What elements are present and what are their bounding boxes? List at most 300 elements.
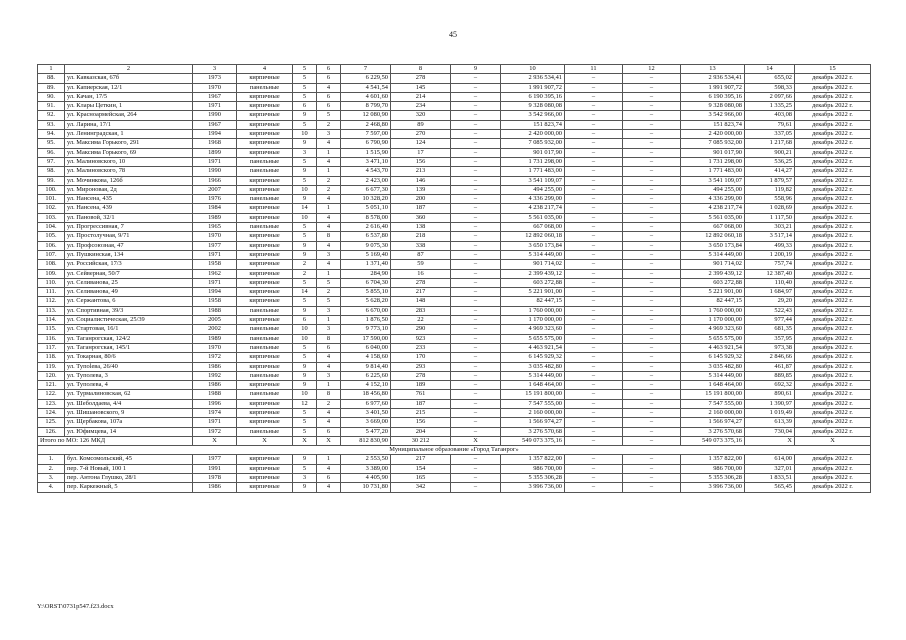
table-cell: X (451, 436, 501, 445)
table-cell: – (451, 102, 501, 111)
table-cell: кирпичные (237, 120, 293, 129)
table-cell: – (565, 223, 623, 232)
table-cell: – (623, 74, 681, 83)
table-cell: 1991 (193, 464, 237, 473)
table-cell: 3 541 109,07 (681, 176, 745, 185)
table-cell: ул. Профсоюзная, 47 (65, 241, 193, 250)
table-row (38, 120, 871, 129)
table-cell: кирпичные (237, 176, 293, 185)
table-cell: пер. Антона Глушко, 28/1 (65, 474, 193, 483)
table-cell: кирпичные (237, 74, 293, 83)
table-cell: – (565, 455, 623, 464)
table-cell: 92. (38, 111, 65, 120)
table-row (38, 325, 871, 334)
table-cell: 270 (391, 130, 451, 139)
table-cell: 494 255,00 (681, 185, 745, 194)
table-cell: 2 846,66 (745, 353, 795, 362)
table-cell: 1 771 483,00 (501, 167, 565, 176)
table-cell: 1977 (193, 241, 237, 250)
table-cell: 1 731 298,00 (681, 157, 745, 166)
table-cell: 11 (565, 65, 623, 74)
table-cell: панельные (237, 306, 293, 315)
table-cell: 6 790,90 (341, 139, 391, 148)
table-cell: декабрь 2022 г. (795, 464, 871, 473)
table-cell: панельные (237, 334, 293, 343)
table-cell: – (451, 381, 501, 390)
table-cell: кирпичные (237, 139, 293, 148)
table-cell: 9 (293, 111, 317, 120)
table-cell: 3 (293, 148, 317, 157)
table-cell: – (451, 483, 501, 492)
table-cell: 1971 (193, 250, 237, 259)
table-cell: 4 (317, 157, 341, 166)
table-cell: 2 (293, 269, 317, 278)
table-cell: 151 823,74 (501, 120, 565, 129)
table-cell: – (451, 418, 501, 427)
table-cell: X (237, 436, 293, 445)
table-cell: 1988 (193, 306, 237, 315)
table-cell: – (623, 260, 681, 269)
table-cell: ул. Пановой, 32/1 (65, 213, 193, 222)
table-cell: ул. Сержантова, 6 (65, 297, 193, 306)
table-cell: 12 (623, 65, 681, 74)
table-cell: панельные (237, 371, 293, 380)
table-cell: – (623, 120, 681, 129)
table-cell: 4 (317, 213, 341, 222)
table-cell: кирпичные (237, 92, 293, 101)
table-cell: 1 (38, 65, 65, 74)
table-cell: декабрь 2022 г. (795, 343, 871, 352)
table-cell: пер. Каркежный, 5 (65, 483, 193, 492)
table-cell: 494 255,00 (501, 185, 565, 194)
table-cell: кирпичные (237, 269, 293, 278)
table-cell: 79,61 (745, 120, 795, 129)
table-cell: декабрь 2022 г. (795, 176, 871, 185)
table-cell: 1984 (193, 204, 237, 213)
table-cell: 522,43 (745, 306, 795, 315)
table-row (38, 176, 871, 185)
table-cell: – (623, 278, 681, 287)
table-cell: 4 463 921,54 (501, 343, 565, 352)
file-path: Y:\ORST\0731p547.f23.docx (37, 603, 114, 610)
table-cell: 1 335,25 (745, 102, 795, 111)
table-row (38, 260, 871, 269)
table-cell: 2 553,50 (341, 455, 391, 464)
table-cell: 9 (293, 455, 317, 464)
table-cell: 88. (38, 74, 65, 83)
table-cell: 120. (38, 371, 65, 380)
table-cell: 4 463 921,54 (681, 343, 745, 352)
table-cell: 6 040,00 (341, 343, 391, 352)
table-row (38, 334, 871, 343)
table-cell: 327,01 (745, 464, 795, 473)
table-cell: 5 221 901,00 (681, 288, 745, 297)
table-cell: – (451, 167, 501, 176)
table-cell: 1 684,97 (745, 288, 795, 297)
table-cell: 103. (38, 213, 65, 222)
table-row (38, 139, 871, 148)
table-cell: – (623, 474, 681, 483)
table-cell: 4 (237, 65, 293, 74)
table-cell: ул. Щербакова, 107а (65, 418, 193, 427)
table-row (38, 306, 871, 315)
table-cell: 7 547 555,00 (681, 399, 745, 408)
table-cell: 165 (391, 474, 451, 483)
table-cell: декабрь 2022 г. (795, 167, 871, 176)
table-cell: 200 (391, 195, 451, 204)
table-cell: ул. Нансена, 435 (65, 195, 193, 204)
table-cell: 986 700,00 (501, 464, 565, 473)
table-cell: 5 655 575,00 (681, 334, 745, 343)
table-cell: 118. (38, 353, 65, 362)
table-cell: 7 547 555,00 (501, 399, 565, 408)
table-row (38, 316, 871, 325)
table-cell: 342 (391, 483, 451, 492)
table-row (38, 455, 871, 464)
table-cell: 109. (38, 269, 65, 278)
table-cell: ул. Спортивная, 39/3 (65, 306, 193, 315)
table-cell: 4 (317, 408, 341, 417)
table-cell: 145 (391, 83, 451, 92)
table-cell: 290 (391, 325, 451, 334)
table-cell: 9 773,10 (341, 325, 391, 334)
table-cell: 12 892 060,18 (681, 232, 745, 241)
table-cell: – (565, 120, 623, 129)
table-cell: – (623, 92, 681, 101)
table-cell: 6 225,60 (341, 371, 391, 380)
table-cell: – (451, 204, 501, 213)
table-cell: 461,87 (745, 362, 795, 371)
table-row (38, 195, 871, 204)
table-cell: 5 314 449,00 (501, 250, 565, 259)
table-cell: – (451, 297, 501, 306)
table-cell: 1 357 822,00 (681, 455, 745, 464)
table-cell: 1973 (193, 74, 237, 83)
table-cell: 338 (391, 241, 451, 250)
table-cell: 1989 (193, 213, 237, 222)
table-cell: 89 (391, 120, 451, 129)
table-cell: – (451, 334, 501, 343)
table-cell: панельные (237, 427, 293, 436)
table-cell: – (565, 436, 623, 445)
table-cell: – (565, 288, 623, 297)
table-cell: 99. (38, 176, 65, 185)
table-cell: 901 714,02 (501, 260, 565, 269)
table-cell: 1976 (193, 195, 237, 204)
table-cell: 189 (391, 381, 451, 390)
table-cell: 1 371,40 (341, 260, 391, 269)
table-cell: 1972 (193, 353, 237, 362)
table-cell: 5 (293, 418, 317, 427)
table-cell: 213 (391, 167, 451, 176)
table-row (38, 353, 871, 362)
table-cell: декабрь 2022 г. (795, 250, 871, 259)
table-cell: 9 (293, 139, 317, 148)
table-cell: ул. Сейверная, 50/7 (65, 269, 193, 278)
table-cell: – (451, 92, 501, 101)
table-cell: – (623, 408, 681, 417)
table-cell: – (565, 371, 623, 380)
table-cell: 5 (293, 408, 317, 417)
table-cell: – (565, 297, 623, 306)
table-cell: 1994 (193, 288, 237, 297)
table-cell: – (623, 390, 681, 399)
table-cell: декабрь 2022 г. (795, 325, 871, 334)
table-cell: – (623, 139, 681, 148)
table-cell: 655,02 (745, 74, 795, 83)
table-cell: – (451, 157, 501, 166)
table-cell: 82 447,15 (501, 297, 565, 306)
table-cell: 5 561 035,00 (681, 213, 745, 222)
table-cell: кирпичные (237, 353, 293, 362)
table-cell: 536,25 (745, 157, 795, 166)
table-cell: – (565, 306, 623, 315)
table-cell: 114. (38, 316, 65, 325)
table-cell: 2 420 000,00 (501, 130, 565, 139)
table-cell: 154 (391, 464, 451, 473)
table-cell: – (623, 223, 681, 232)
table-cell: – (623, 185, 681, 194)
table-row (38, 464, 871, 473)
table-cell: – (451, 195, 501, 204)
table-cell: 1 (317, 316, 341, 325)
table-cell: 3 (317, 371, 341, 380)
table-row (38, 362, 871, 371)
table-cell: 14 (745, 65, 795, 74)
table-cell: 1 (317, 381, 341, 390)
table-row (38, 74, 871, 83)
table-cell: 1978 (193, 474, 237, 483)
table-cell: 613,39 (745, 418, 795, 427)
table-cell: 5 355 306,28 (501, 474, 565, 483)
table-cell: 139 (391, 185, 451, 194)
table-cell: 1967 (193, 92, 237, 101)
table-cell: 3 (317, 306, 341, 315)
table-cell: 9 (293, 195, 317, 204)
table-cell: декабрь 2022 г. (795, 483, 871, 492)
table-cell: 12 387,40 (745, 269, 795, 278)
table-cell: ул. Стартовая, 16/1 (65, 325, 193, 334)
table-cell: – (565, 390, 623, 399)
table-cell: 9 (293, 250, 317, 259)
table-cell: ул. Мироновая, 2д (65, 185, 193, 194)
table-cell: 1962 (193, 269, 237, 278)
table-cell: 3 996 736,00 (501, 483, 565, 492)
table-cell: – (623, 297, 681, 306)
table-cell: ул. Ленинградская, 1 (65, 130, 193, 139)
table-cell: – (451, 148, 501, 157)
table-cell: 9 328 080,08 (681, 102, 745, 111)
table-cell: 87 (391, 250, 451, 259)
table-cell: 5 051,10 (341, 204, 391, 213)
table-cell: – (565, 269, 623, 278)
table-cell: 1971 (193, 278, 237, 287)
table-cell: 3 650 173,84 (501, 241, 565, 250)
table-cell: 5 (293, 223, 317, 232)
table-cell: декабрь 2022 г. (795, 102, 871, 111)
table-cell: 5 (293, 83, 317, 92)
table-cell: – (565, 139, 623, 148)
table-cell: панельные (237, 343, 293, 352)
table-cell: 156 (391, 157, 451, 166)
table-cell: 901 017,90 (681, 148, 745, 157)
table-cell: 761 (391, 390, 451, 399)
table-cell: 6 (317, 74, 341, 83)
table-cell: – (623, 455, 681, 464)
table-cell: 1965 (193, 223, 237, 232)
table-cell: – (451, 427, 501, 436)
table-cell: – (565, 92, 623, 101)
table-cell: – (565, 195, 623, 204)
table-cell: – (623, 213, 681, 222)
table-cell: 4 (317, 362, 341, 371)
table-cell: 1986 (193, 483, 237, 492)
table-cell: 6 (317, 102, 341, 111)
table-cell: – (565, 399, 623, 408)
table-cell: 558,96 (745, 195, 795, 204)
table-cell: – (623, 241, 681, 250)
table-cell: 4 541,54 (341, 83, 391, 92)
table-cell: – (623, 102, 681, 111)
table-cell: 8 (317, 232, 341, 241)
table-cell: – (623, 195, 681, 204)
table-cell: 3 401,50 (341, 408, 391, 417)
table-cell: 1971 (193, 102, 237, 111)
table-cell: X (293, 436, 317, 445)
table-cell: 3 035 482,80 (681, 362, 745, 371)
table-cell: 5 169,40 (341, 250, 391, 259)
table-cell: – (623, 250, 681, 259)
table-cell: 3 541 109,07 (501, 176, 565, 185)
table-cell: – (565, 325, 623, 334)
table-cell: 1 170 000,00 (681, 316, 745, 325)
table-cell: – (565, 418, 623, 427)
table-cell: ул. Селиванова, 25 (65, 278, 193, 287)
table-row (38, 343, 871, 352)
table-cell: ул. Мочинкова, 126б (65, 176, 193, 185)
table-cell: 1 217,68 (745, 139, 795, 148)
table-cell: кирпичные (237, 232, 293, 241)
table-cell: 3 669,00 (341, 418, 391, 427)
table-cell: – (451, 353, 501, 362)
table-cell: 565,45 (745, 483, 795, 492)
table-cell: 2 399 439,12 (501, 269, 565, 278)
table-cell: декабрь 2022 г. (795, 353, 871, 362)
table-cell: 4 (317, 260, 341, 269)
table-cell: – (623, 418, 681, 427)
table-cell: 4 152,10 (341, 381, 391, 390)
table-cell: 303,21 (745, 223, 795, 232)
table-cell: 1 (317, 455, 341, 464)
table-cell: кирпичные (237, 185, 293, 194)
table-cell: 973,38 (745, 343, 795, 352)
table-cell: 284,90 (341, 269, 391, 278)
table-cell: 5 221 901,00 (501, 288, 565, 297)
table-cell: 1 991 907,72 (501, 83, 565, 92)
table-cell: X (193, 436, 237, 445)
table-cell: 170 (391, 353, 451, 362)
table-cell: – (623, 371, 681, 380)
table-cell: декабрь 2022 г. (795, 185, 871, 194)
table-cell: ул. Турмалиновская, 62 (65, 390, 193, 399)
table-cell: 2 423,00 (341, 176, 391, 185)
table-cell: 16 (391, 269, 451, 278)
table-cell: 5 314 449,00 (681, 250, 745, 259)
table-cell: ул. Прогрессивная, 7 (65, 223, 193, 232)
table-cell: ул. Таганрогская, 145/1 (65, 343, 193, 352)
table-cell: 1996 (193, 399, 237, 408)
table-cell: 3. (38, 474, 65, 483)
table-cell: декабрь 2022 г. (795, 92, 871, 101)
table-cell: кирпичные (237, 381, 293, 390)
table-cell: 1986 (193, 381, 237, 390)
table-cell: 4 (317, 195, 341, 204)
table-cell: 3 542 966,00 (501, 111, 565, 120)
table-cell: 18 456,80 (341, 390, 391, 399)
table-cell: кирпичные (237, 362, 293, 371)
table-cell: 598,33 (745, 83, 795, 92)
table-cell: панельные (237, 195, 293, 204)
table-cell: – (565, 167, 623, 176)
table-cell: декабрь 2022 г. (795, 223, 871, 232)
table-cell: 6 (317, 65, 341, 74)
table-cell: декабрь 2022 г. (795, 418, 871, 427)
table-cell: 889,85 (745, 371, 795, 380)
table-cell: 30 212 (391, 436, 451, 445)
table-cell: 2 468,80 (341, 120, 391, 129)
table-row (38, 297, 871, 306)
table-cell: 5 355 306,28 (681, 474, 745, 483)
table-row (38, 288, 871, 297)
table-cell: 2 616,40 (341, 223, 391, 232)
table-row (38, 381, 871, 390)
table-cell: 6 145 929,32 (501, 353, 565, 362)
table-cell: 17 590,00 (341, 334, 391, 343)
table-row (38, 232, 871, 241)
table-cell: декабрь 2022 г. (795, 148, 871, 157)
table-cell: – (451, 130, 501, 139)
table-cell: 1 170 000,00 (501, 316, 565, 325)
table-cell: ул. Российская, 17/3 (65, 260, 193, 269)
table-cell: 111. (38, 288, 65, 297)
table-cell: 5 (293, 343, 317, 352)
table-cell: 1. (38, 455, 65, 464)
table-cell: 124 (391, 139, 451, 148)
table-cell: 93. (38, 120, 65, 129)
table-cell: 4 238 217,74 (681, 204, 745, 213)
table-cell: – (565, 353, 623, 362)
table-cell: 5 628,20 (341, 297, 391, 306)
table-cell: 5 477,20 (341, 427, 391, 436)
table-cell: 7 085 932,00 (681, 139, 745, 148)
table-row (38, 390, 871, 399)
table-row (38, 167, 871, 176)
table-cell: 414,27 (745, 167, 795, 176)
table-cell: ул. Шеболдаева, 4/4 (65, 399, 193, 408)
table-cell: – (451, 455, 501, 464)
table-cell: 2 (293, 260, 317, 269)
table-cell: – (451, 306, 501, 315)
table-row (38, 92, 871, 101)
table-cell: 1 760 000,00 (681, 306, 745, 315)
table-cell: 110,40 (745, 278, 795, 287)
table-cell: 667 068,00 (681, 223, 745, 232)
table-cell: панельные (237, 325, 293, 334)
table-cell: 337,05 (745, 130, 795, 139)
table-cell: – (623, 232, 681, 241)
table-cell: кирпичные (237, 241, 293, 250)
table-cell: – (623, 325, 681, 334)
